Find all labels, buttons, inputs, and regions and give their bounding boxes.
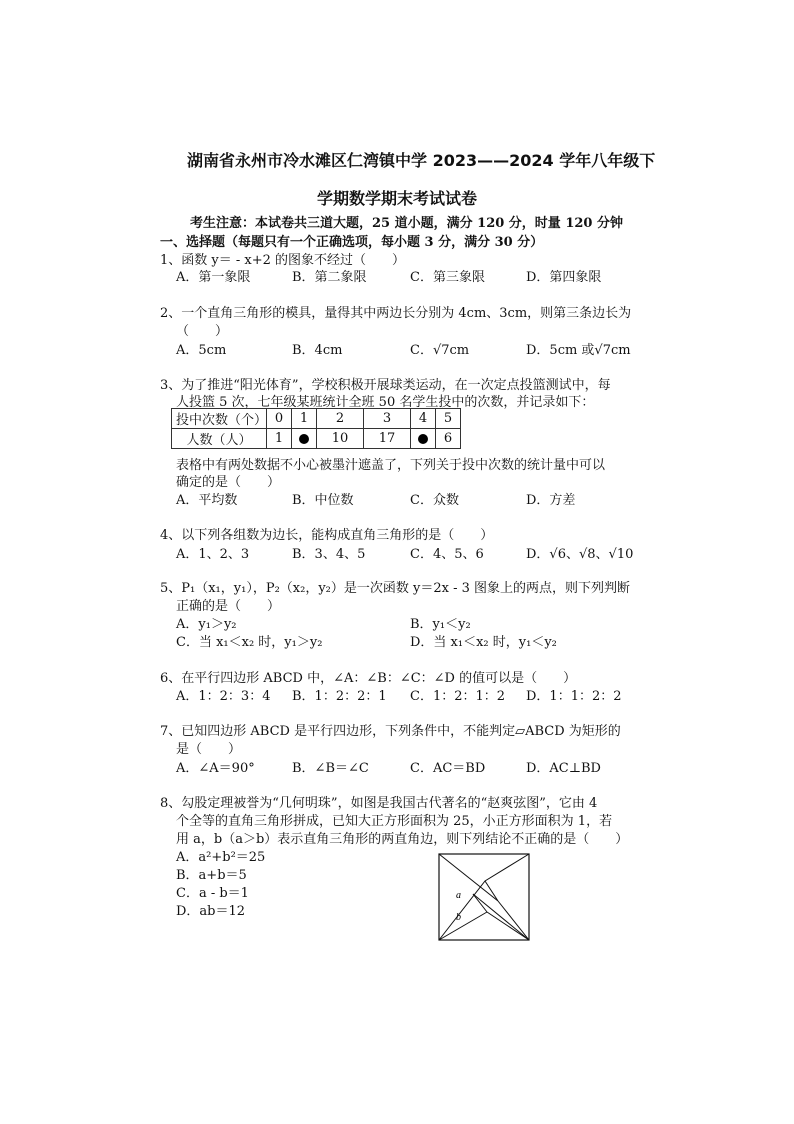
q3-option-a: A．平均数 — [176, 493, 238, 508]
q3-option-c: C．众数 — [410, 493, 459, 508]
q1-option-a: A．第一象限 — [176, 270, 251, 285]
question-2-stem: 2、一个直角三角形的模具，量得其中两边长分别为 4cm、3cm，则第三条边长为 — [160, 306, 632, 321]
ink-blot-cell — [411, 429, 436, 449]
question-3-stem: 3、为了推进“阳光体育”，学校积极开展球类运动，在一次定点投篮测试中，每 — [160, 378, 611, 393]
table-cell: 0 — [267, 409, 292, 429]
table-cell: 10 — [317, 429, 364, 449]
question-7-stem: 7、已知四边形 ABCD 是平行四边形，下列条件中，不能判定▱ABCD 为矩形的 — [160, 724, 621, 739]
q5-option-b: B．y₁＜y₂ — [410, 617, 471, 632]
q6-option-b: B．1：2：2：1 — [292, 689, 387, 704]
table-cell: 4 — [411, 409, 436, 429]
ink-blot-cell — [292, 429, 317, 449]
q7-option-d: D．AC⊥BD — [526, 761, 601, 776]
q4-option-c: C．4、5、6 — [410, 547, 484, 562]
question-4-stem: 4、以下列各组数为边长，能构成直角三角形的是（ ） — [160, 528, 494, 543]
exam-notice: 考生注意：本试卷共三道大题，25 道小题，满分 120 分，时量 120 分钟 — [190, 216, 623, 231]
figure-label-b: b — [456, 912, 461, 923]
q1-option-c: C．第三象限 — [410, 270, 485, 285]
table-cell: 5 — [436, 409, 461, 429]
zhao-shuang-figure — [438, 853, 530, 941]
q3-option-b: B．中位数 — [292, 493, 354, 508]
q5-option-c: C．当 x₁＜x₂ 时，y₁＞y₂ — [176, 635, 323, 650]
table-header-label: 投中次数（个） — [172, 409, 267, 429]
q7-option-b: B．∠B＝∠C — [292, 761, 369, 776]
q5-option-a: A．y₁＞y₂ — [176, 617, 237, 632]
q5-option-d: D．当 x₁＜x₂ 时，y₁＜y₂ — [410, 635, 557, 650]
question-1-stem: 1、函数 y＝ - x+2 的图象不经过（ ） — [160, 253, 406, 268]
ink-blot — [299, 434, 309, 444]
q8-option-c: C．a - b＝1 — [176, 886, 249, 901]
question-3-after-cont: 确定的是（ ） — [176, 475, 281, 490]
q1-option-d: D．第四象限 — [526, 270, 602, 285]
q8-option-b: B．a+b＝5 — [176, 868, 247, 883]
question-6-stem: 6、在平行四边形 ABCD 中，∠A：∠B：∠C：∠D 的值可以是（ ） — [160, 671, 577, 686]
table-cell: 1 — [292, 409, 317, 429]
question-3-after: 表格中有两处数据不小心被墨汁遮盖了，下列关于投中次数的统计量中可以 — [176, 458, 606, 473]
question-8-stem-cont2: 用 a，b（a＞b）表示直角三角形的两直角边，则下列结论不正确的是（ ） — [176, 832, 629, 847]
q8-option-a: A．a²+b²＝25 — [176, 850, 266, 865]
exam-title-line1: 湖南省永州市冷水滩区仁湾镇中学 2023——2024 学年八年级下 — [187, 151, 656, 170]
q4-option-b: B．3、4、5 — [292, 547, 366, 562]
q7-option-c: C．AC＝BD — [410, 761, 486, 776]
question-8-stem-cont1: 个全等的直角三角形拼成，已知大正方形面积为 25，小正方形面积为 1，若 — [176, 814, 613, 829]
q2-option-c: C．√7cm — [410, 343, 470, 358]
table-cell: 6 — [436, 429, 461, 449]
q4-option-a: A．1、2、3 — [176, 547, 250, 562]
q6-option-a: A．1：2：3：4 — [176, 689, 271, 704]
exam-title-line2: 学期数学期末考试试卷 — [317, 189, 478, 208]
q1-option-b: B．第二象限 — [292, 270, 367, 285]
table-cell: 17 — [364, 429, 411, 449]
q2-option-d: D．5cm 或√7cm — [526, 343, 631, 358]
section-heading: 一、选择题（每题只有一个正确选项，每小题 3 分，满分 30 分） — [160, 235, 544, 250]
question-5-stem-cont: 正确的是（ ） — [176, 599, 281, 614]
figure-label-a: a — [456, 890, 461, 901]
question-8-stem: 8、勾股定理被誉为“几何明珠”，如图是我国古代著名的“赵爽弦图”，它由 4 — [160, 796, 598, 811]
table-cell: 1 — [267, 429, 292, 449]
q2-option-a: A．5cm — [176, 343, 227, 358]
q6-option-c: C．1：2：1：2 — [410, 689, 506, 704]
question-5-stem: 5、P₁（x₁，y₁），P₂（x₂，y₂）是一次函数 y＝2x - 3 图象上的两点，则下列判断 — [160, 581, 631, 596]
q2-option-b: B．4cm — [292, 343, 343, 358]
q8-option-d: D．ab＝12 — [176, 904, 246, 919]
question-7-stem-cont: 是（ ） — [176, 742, 242, 757]
q4-option-d: D．√6、√8、√10 — [526, 547, 634, 562]
q6-option-d: D．1：1：2：2 — [526, 689, 622, 704]
table-row-label: 人数（人） — [172, 429, 267, 449]
question-2-stem-cont: （ ） — [176, 324, 229, 339]
table-cell: 3 — [364, 409, 411, 429]
q3-option-d: D．方差 — [526, 493, 576, 508]
table-cell: 2 — [317, 409, 364, 429]
ink-blot — [418, 434, 428, 444]
score-frequency-table — [171, 408, 461, 449]
question-3-stem-cont: 人投篮 5 次，七年级某班统计全班 50 名学生投中的次数，并记录如下： — [176, 395, 595, 410]
q7-option-a: A．∠A＝90° — [176, 761, 255, 776]
